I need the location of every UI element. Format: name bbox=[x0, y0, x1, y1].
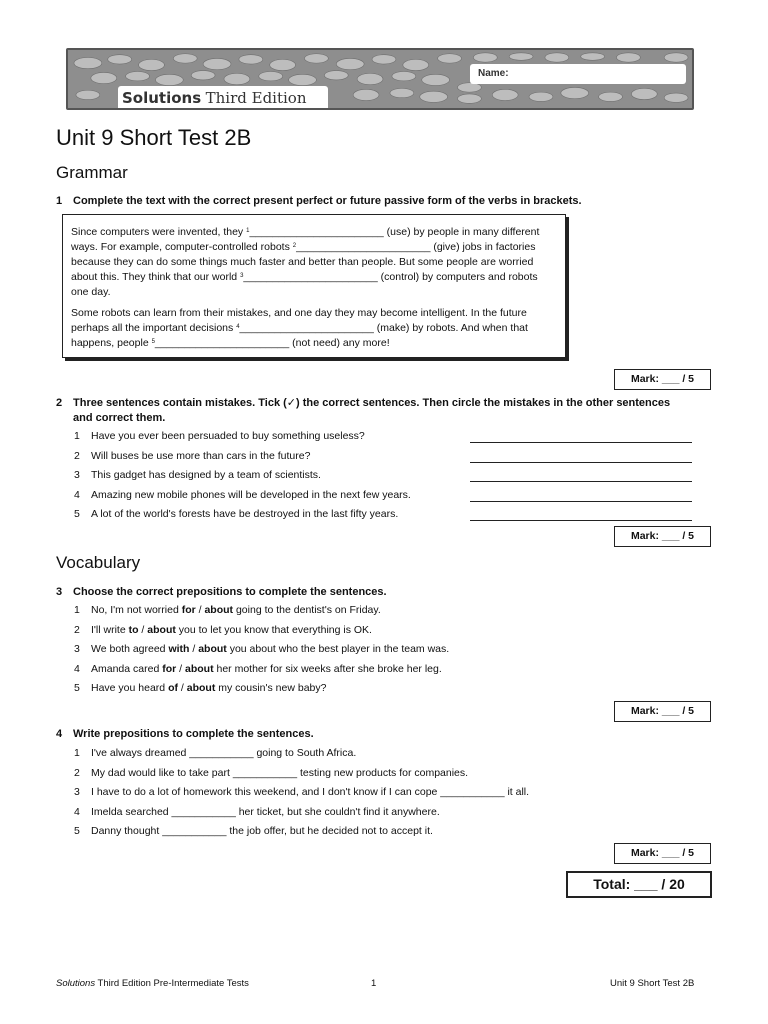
brand-logo bbox=[118, 86, 328, 110]
header-banner bbox=[66, 48, 694, 110]
list-item bbox=[74, 766, 468, 780]
text-segment: _______________________ (make) by robots. And when that happens, people bbox=[71, 322, 528, 349]
vocabulary-heading: Vocabulary bbox=[56, 553, 141, 572]
list-item bbox=[74, 662, 442, 676]
list-item bbox=[74, 785, 529, 799]
q4-mark: Mark: ___ / 5 bbox=[614, 843, 711, 864]
list-item bbox=[74, 642, 449, 656]
answer-line[interactable] bbox=[470, 490, 692, 502]
item-number: 4 bbox=[74, 488, 80, 501]
sentence-text: I've always dreamed ___________ going to South Africa. bbox=[91, 747, 357, 759]
list-item bbox=[74, 468, 321, 482]
gap-number: 4 bbox=[236, 324, 240, 330]
q1-paragraph-2 bbox=[71, 306, 557, 351]
text-segment: Some robots can learn from their mistakes, and one day they may become intelligent. In the future perhaps all the important decisions bbox=[71, 307, 527, 334]
option-a[interactable]: with bbox=[168, 643, 190, 655]
footer-left bbox=[56, 978, 249, 989]
item-number: 2 bbox=[74, 449, 80, 462]
sentence-end: her mother for six weeks after she broke her leg. bbox=[213, 662, 442, 675]
brand-edition: Third Edition bbox=[205, 89, 307, 107]
q1-text: Complete the text with the correct present perfect or future passive form of the verbs in brackets. bbox=[73, 195, 582, 207]
sentence-text: Will buses be use more than cars in the future? bbox=[91, 449, 311, 462]
item-number: 1 bbox=[74, 747, 80, 759]
q3-number: 3 bbox=[56, 586, 63, 598]
footer-series: Solutions bbox=[56, 978, 96, 989]
option-separator: / bbox=[189, 643, 199, 655]
sentence-end: you to let you know that everything is OK. bbox=[175, 623, 372, 636]
sentence-end: my cousin's new baby? bbox=[215, 682, 327, 694]
gap-number: 2 bbox=[292, 243, 297, 249]
item-number: 5 bbox=[74, 682, 80, 694]
q1-mark: Mark: ___ / 5 bbox=[614, 369, 711, 390]
q4-text: Write prepositions to complete the sentences. bbox=[73, 728, 314, 740]
option-b[interactable]: about bbox=[147, 623, 176, 636]
option-separator: / bbox=[195, 604, 205, 616]
sentence-text: Danny thought ___________ the job offer, but he decided not to accept it. bbox=[91, 825, 433, 837]
text-segment: _______________________ (not need) any more! bbox=[154, 337, 390, 349]
list-item bbox=[74, 429, 365, 443]
item-number: 2 bbox=[74, 766, 80, 779]
sentence-text: This gadget has designed by a team of scientists. bbox=[91, 469, 321, 481]
q3-instruction bbox=[56, 585, 387, 600]
option-separator: / bbox=[138, 623, 148, 636]
option-a[interactable]: of bbox=[168, 682, 178, 694]
gap-number: 5 bbox=[151, 339, 155, 345]
q3-text: Choose the correct prepositions to complete the sentences. bbox=[73, 586, 387, 598]
q2-instruction bbox=[56, 396, 696, 426]
item-number: 4 bbox=[74, 662, 80, 675]
sentence-start: No, I'm not worried bbox=[91, 604, 182, 616]
item-number: 3 bbox=[74, 469, 80, 481]
q1-paragraph-1 bbox=[71, 225, 557, 300]
list-item bbox=[74, 603, 381, 617]
grammar-heading: Grammar bbox=[56, 163, 128, 182]
q1-instruction bbox=[56, 194, 582, 209]
q1-number: 1 bbox=[56, 195, 63, 207]
sentence-text: Have you ever been persuaded to buy something useless? bbox=[91, 430, 365, 442]
q2-mark: Mark: ___ / 5 bbox=[614, 526, 711, 547]
sentence-end: you about who the best player in the team was. bbox=[226, 643, 450, 655]
name-field[interactable] bbox=[470, 64, 686, 84]
list-item bbox=[74, 449, 310, 463]
gap-number: 1 bbox=[246, 228, 250, 234]
answer-line[interactable] bbox=[470, 431, 692, 443]
list-item bbox=[74, 824, 433, 838]
sentence-text: I have to do a lot of homework this weekend, and I don't know if I can cope ___________ it all. bbox=[91, 786, 530, 798]
q3-mark: Mark: ___ / 5 bbox=[614, 701, 711, 722]
list-item bbox=[74, 681, 326, 695]
sentence-text: My dad would like to take part ___________ testing new products for companies. bbox=[91, 766, 469, 779]
total-score: Total: ___ / 20 bbox=[566, 871, 712, 898]
option-a[interactable]: to bbox=[128, 623, 139, 636]
answer-line[interactable] bbox=[470, 451, 692, 463]
sentence-start: I'll write bbox=[91, 623, 129, 636]
text-segment: _______________________ (give) jobs in factories because they can do some things much faster and better than people. But some people are worried about this. They think that our world bbox=[71, 241, 536, 283]
q4-number: 4 bbox=[56, 728, 63, 740]
gap-number: 3 bbox=[240, 273, 244, 279]
item-number: 4 bbox=[74, 805, 80, 818]
option-b[interactable]: about bbox=[186, 682, 216, 694]
item-number: 3 bbox=[74, 786, 80, 798]
option-a[interactable]: for bbox=[162, 662, 177, 675]
item-number: 3 bbox=[74, 643, 80, 655]
sentence-text: Imelda searched ___________ her ticket, but she couldn't find it anywhere. bbox=[91, 805, 440, 818]
text-segment: _______________________ (use) by people in many different ways. For example, computer-controlled robots bbox=[71, 226, 540, 253]
q4-instruction bbox=[56, 727, 314, 742]
q2-number: 2 bbox=[56, 397, 63, 409]
answer-line[interactable] bbox=[470, 470, 692, 482]
list-item bbox=[74, 746, 356, 760]
sentence-start: We both agreed bbox=[91, 643, 169, 655]
option-a[interactable]: for bbox=[181, 604, 196, 616]
option-b[interactable]: about bbox=[198, 643, 227, 655]
sentence-end: going to the dentist's on Friday. bbox=[233, 604, 381, 616]
option-b[interactable]: about bbox=[184, 662, 214, 675]
footer-book: Third Edition Pre-Intermediate Tests bbox=[95, 978, 249, 989]
list-item bbox=[74, 488, 411, 502]
sentence-text: A lot of the world's forests have be destroyed in the last fifty years. bbox=[91, 508, 399, 520]
option-separator: / bbox=[176, 662, 185, 675]
item-number: 1 bbox=[74, 430, 80, 442]
text-segment: _______________________ (control) by computers and robots one day. bbox=[71, 271, 538, 298]
footer-right: Unit 9 Short Test 2B bbox=[610, 978, 695, 989]
sentence-text: Amazing new mobile phones will be developed in the next few years. bbox=[91, 488, 411, 501]
option-separator: / bbox=[177, 682, 187, 694]
brand-solutions: Solutions bbox=[122, 89, 202, 107]
item-number: 5 bbox=[74, 508, 80, 520]
answer-line[interactable] bbox=[470, 509, 692, 521]
item-number: 2 bbox=[74, 623, 80, 636]
text-segment: Since computers were invented, they bbox=[71, 226, 247, 238]
sentence-start: Have you heard bbox=[91, 682, 169, 694]
q2-text: Three sentences contain mistakes. Tick (✓) the correct sentences. Then circle the mistakes in the other sentences and correct them. bbox=[73, 397, 671, 424]
list-item bbox=[74, 623, 372, 637]
page-title: Unit 9 Short Test 2B bbox=[56, 125, 252, 150]
list-item bbox=[74, 805, 440, 819]
q1-text-box bbox=[62, 214, 566, 358]
sentence-start: Amanda cared bbox=[91, 662, 163, 675]
item-number: 1 bbox=[74, 604, 80, 616]
item-number: 5 bbox=[74, 825, 80, 837]
option-b[interactable]: about bbox=[204, 604, 234, 616]
list-item bbox=[74, 507, 398, 521]
name-label: Name: bbox=[478, 68, 509, 79]
footer-page-number: 1 bbox=[371, 978, 377, 989]
